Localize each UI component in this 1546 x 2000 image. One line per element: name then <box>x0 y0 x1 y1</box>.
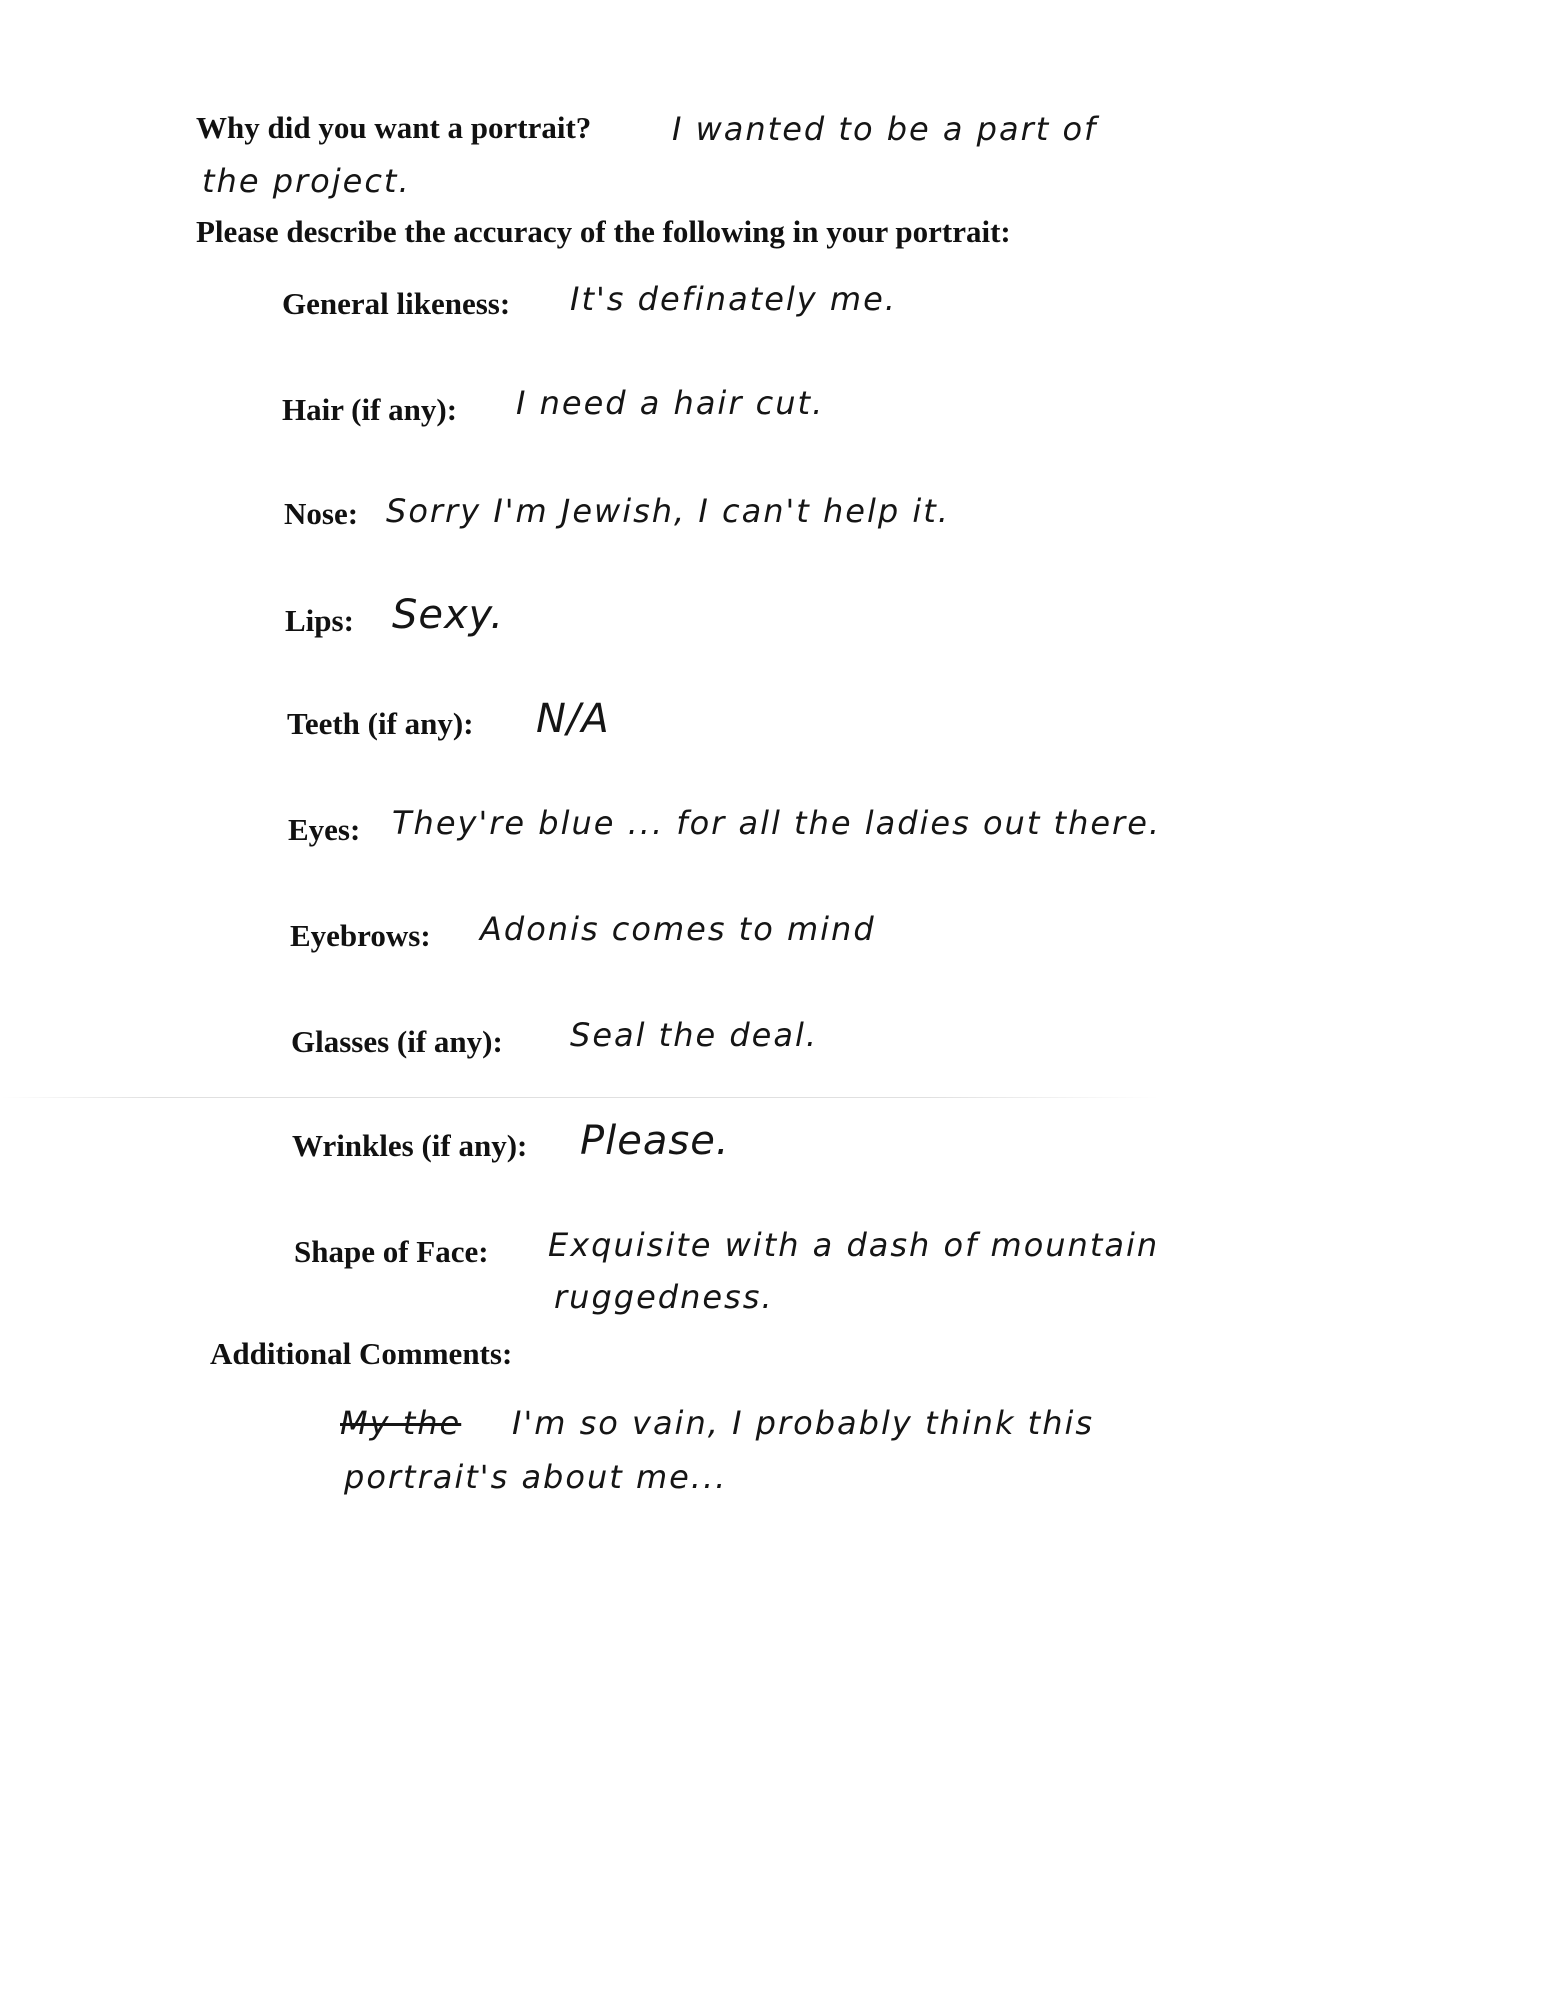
wrinkles-label: Wrinkles (if any): <box>292 1128 528 1163</box>
additional-comments-line1: I'm so vain, I probably think this <box>512 1404 1095 1442</box>
eyebrows-answer: Adonis comes to mind <box>480 910 876 948</box>
lips-label: Lips: <box>285 603 354 638</box>
glasses-label: Glasses (if any): <box>291 1024 503 1059</box>
why-answer-line2: the project. <box>202 162 411 200</box>
why-question-label: Why did you want a portrait? <box>196 110 592 145</box>
teeth-answer: N/A <box>536 696 610 742</box>
eyes-label: Eyes: <box>288 812 361 847</box>
why-answer-line1: I wanted to be a part of <box>672 110 1098 148</box>
teeth-label: Teeth (if any): <box>287 706 474 741</box>
additional-comments-label: Additional Comments: <box>210 1336 513 1371</box>
nose-label: Nose: <box>284 496 359 531</box>
shape-of-face-answer-line2: ruggedness. <box>554 1278 774 1316</box>
nose-answer: Sorry I'm Jewish, I can't help it. <box>386 492 950 530</box>
eyebrows-label: Eyebrows: <box>290 918 431 953</box>
hair-answer: I need a hair cut. <box>516 384 825 422</box>
general-likeness-label: General likeness: <box>282 286 511 321</box>
describe-heading: Please describe the accuracy of the following in your portrait: <box>196 214 1011 249</box>
glasses-answer: Seal the deal. <box>570 1016 819 1054</box>
additional-comments-line2: portrait's about me... <box>344 1458 728 1496</box>
hair-label: Hair (if any): <box>282 392 458 427</box>
general-likeness-answer: It's definately me. <box>570 280 897 318</box>
wrinkles-answer: Please. <box>580 1118 730 1164</box>
shape-of-face-answer-line1: Exquisite with a dash of mountain <box>548 1226 1160 1264</box>
shape-of-face-label: Shape of Face: <box>294 1234 489 1269</box>
eyes-answer: They're blue ... for all the ladies out there. <box>392 804 1162 842</box>
lips-answer: Sexy. <box>392 592 504 638</box>
additional-comments-struck-text: My the <box>340 1404 462 1442</box>
scan-artifact-line <box>0 1097 1546 1098</box>
